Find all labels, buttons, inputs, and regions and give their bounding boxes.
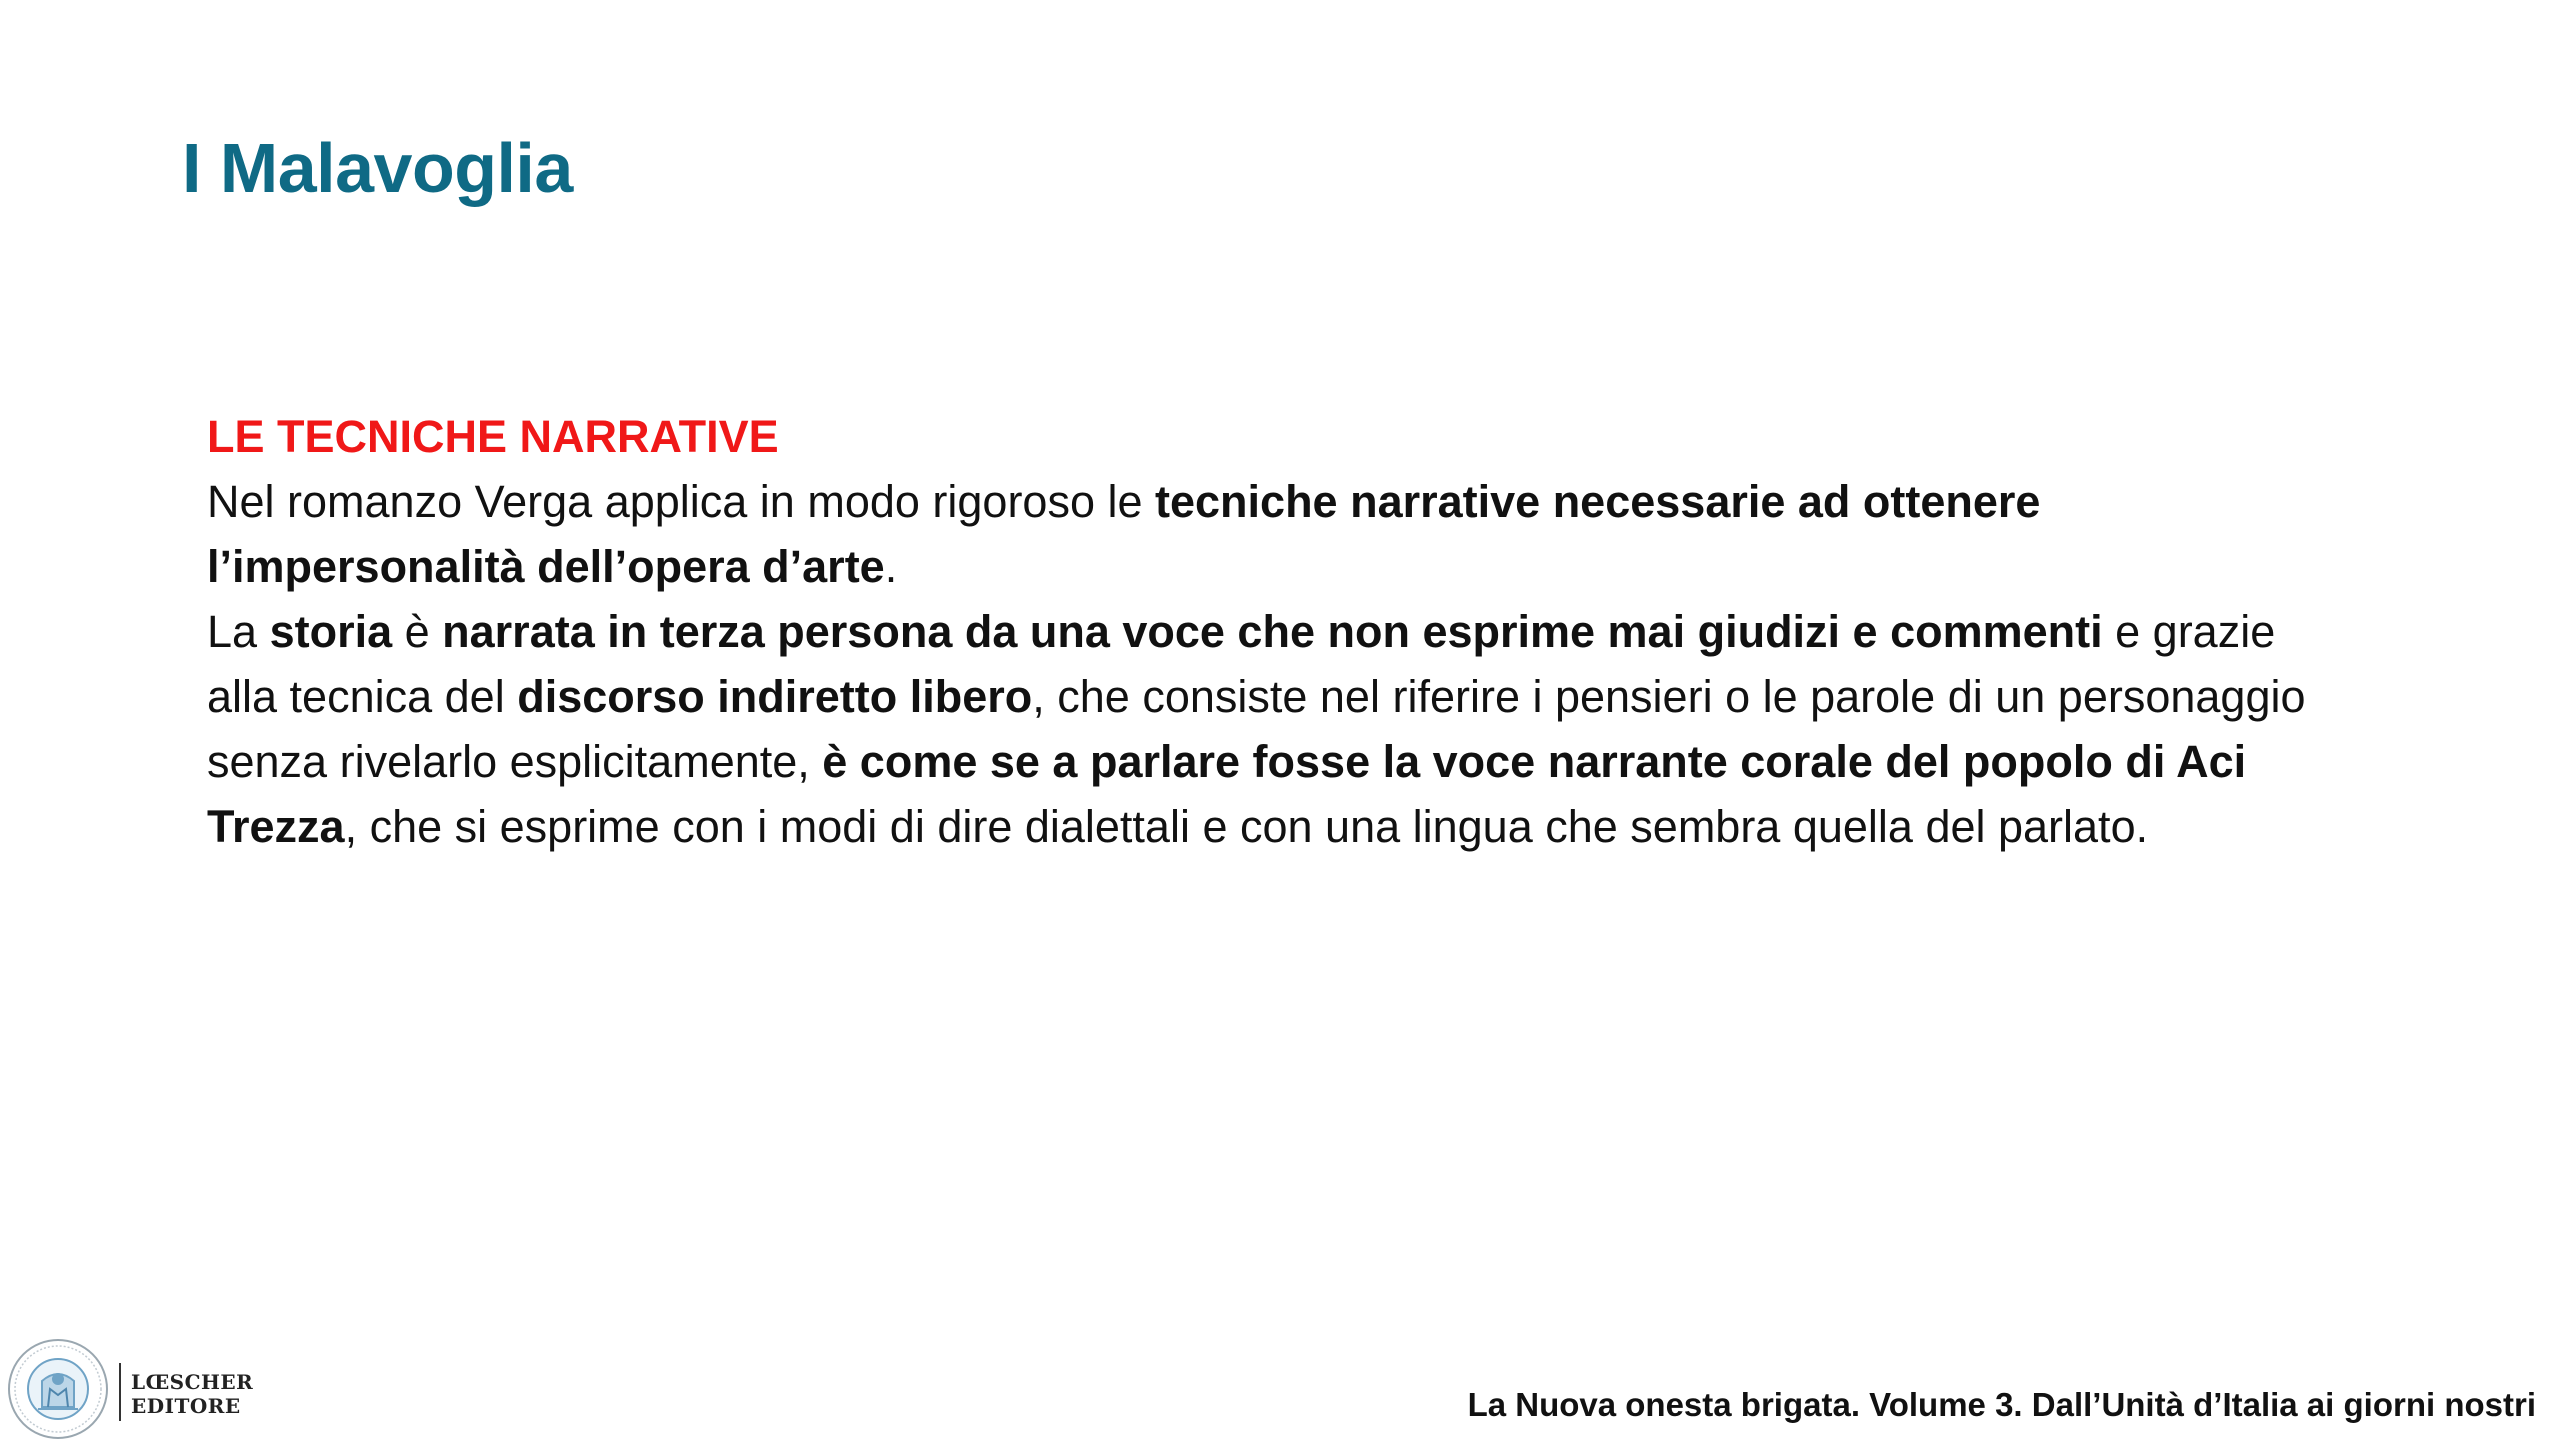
paragraph-2-text-1: La [207, 606, 270, 657]
paragraph-1 [207, 469, 2337, 599]
section-heading: LE TECNICHE NARRATIVE [207, 411, 779, 462]
paragraph-2 [207, 599, 2337, 859]
paragraph-2-text-5: , che si esprime con i modi di dire dialettali e con una lingua che sembra quella del parlato. [344, 801, 2149, 852]
paragraph-1-bold-1: tecniche narrative necessarie ad ottenere l’impersonalità dell’opera d’arte [207, 476, 2041, 592]
slide-title: I Malavoglia [182, 129, 573, 207]
footer-book-title: La Nuova onesta brigata. Volume 3. Dall’Unità d’Italia ai giorni nostri [1467, 1386, 2536, 1423]
paragraph-2-bold-2: narrata in terza persona da una voce che non esprime mai giudizi e commenti [442, 606, 2103, 657]
paragraph-2-text-2: è [392, 606, 443, 657]
publisher-logo [6, 1337, 256, 1440]
publisher-name-line-1: LŒSCHER [131, 1370, 254, 1394]
paragraph-2-bold-3: discorso indiretto libero [517, 671, 1033, 722]
paragraph-2-text-3: e grazie alla tecnica del [207, 606, 2276, 722]
publisher-name-line-2: EDITORE [131, 1394, 241, 1418]
paragraph-2-text-4: , che consiste nel riferire i pensieri o le parole di un personaggio senza rivelarlo esplicitamente, [207, 671, 2306, 787]
slide-body [207, 404, 2337, 859]
paragraph-1-text-1: Nel romanzo Verga applica in modo rigoroso le [207, 476, 1156, 527]
paragraph-2-bold-4: è come se a parlare fosse la voce narrante corale del popolo di Aci Trezza [207, 736, 2247, 852]
publisher-seal-icon [6, 1337, 110, 1440]
paragraph-2-bold-1: storia [269, 606, 393, 657]
logo-divider [119, 1363, 121, 1421]
publisher-name [131, 1370, 253, 1418]
paragraph-1-text-2: . [884, 541, 898, 592]
